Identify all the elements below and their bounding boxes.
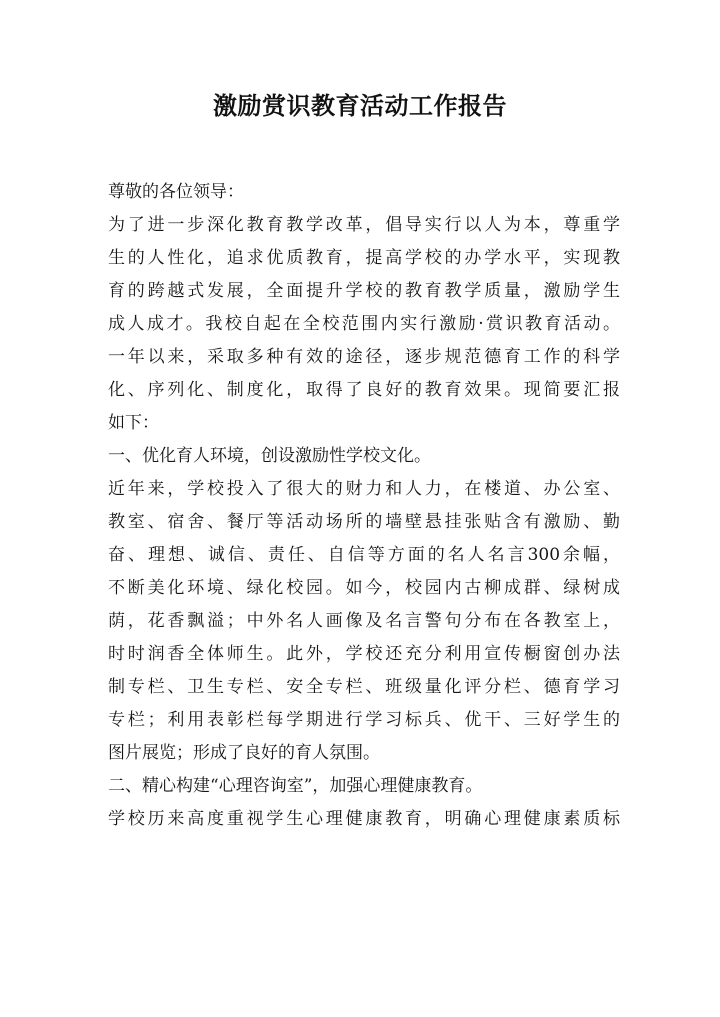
document-body: [108, 176, 620, 836]
body-line: 尊敬的各位领导：: [108, 182, 244, 202]
body-line: 二、精心构建“心理咨询室”，加强心理健康教育。: [108, 776, 483, 796]
body-line: 图片展览；形成了良好的育人氛围。: [108, 743, 380, 763]
body-line: 制专栏、卫生专栏、安全专栏、班级量化评分栏、德育学习: [108, 677, 620, 697]
body-line: 一、优化育人环境，创设激励性学校文化。: [108, 446, 431, 466]
body-line: 学校历来高度重视学生心理健康教育，明确心理健康素质标: [108, 809, 620, 829]
body-line: 育的跨越式发展，全面提升学校的教育教学质量，激励学生: [108, 281, 620, 301]
body-line: 专栏；利用表彰栏每学期进行学习标兵、优干、三好学生的: [108, 710, 620, 730]
body-line: 如下：: [108, 413, 159, 433]
body-line: 生的人性化，追求优质教育，提高学校的办学水平，实现教: [108, 248, 620, 268]
body-line: 不断美化环境、绿化校园。如今，校园内古柳成群、绿树成: [108, 578, 620, 598]
body-line: 荫，花香飘溢；中外名人画像及名言警句分布在各教室上，: [108, 611, 620, 631]
body-line: 成人成才。我校自起在全校范围内实行激励·赏识教育活动。: [108, 314, 620, 334]
body-line: 近年来，学校投入了很大的财力和人力，在楼道、办公室、: [108, 479, 620, 499]
body-line: 为了进一步深化教育教学改革，倡导实行以人为本，尊重学: [108, 215, 620, 235]
body-line: 奋、理想、诚信、责任、自信等方面的名人名言300余幅，: [108, 545, 620, 565]
document-title: 激励赏识教育活动工作报告: [213, 92, 507, 120]
body-line: 教室、宿舍、餐厅等活动场所的墙壁悬挂张贴含有激励、勤: [108, 512, 620, 532]
body-line: 化、序列化、制度化，取得了良好的教育效果。现简要汇报: [108, 380, 620, 400]
body-line: 一年以来，采取多种有效的途径，逐步规范德育工作的科学: [108, 347, 620, 367]
body-line: 时时润香全体师生。此外，学校还充分利用宣传橱窗创办法: [108, 644, 620, 664]
